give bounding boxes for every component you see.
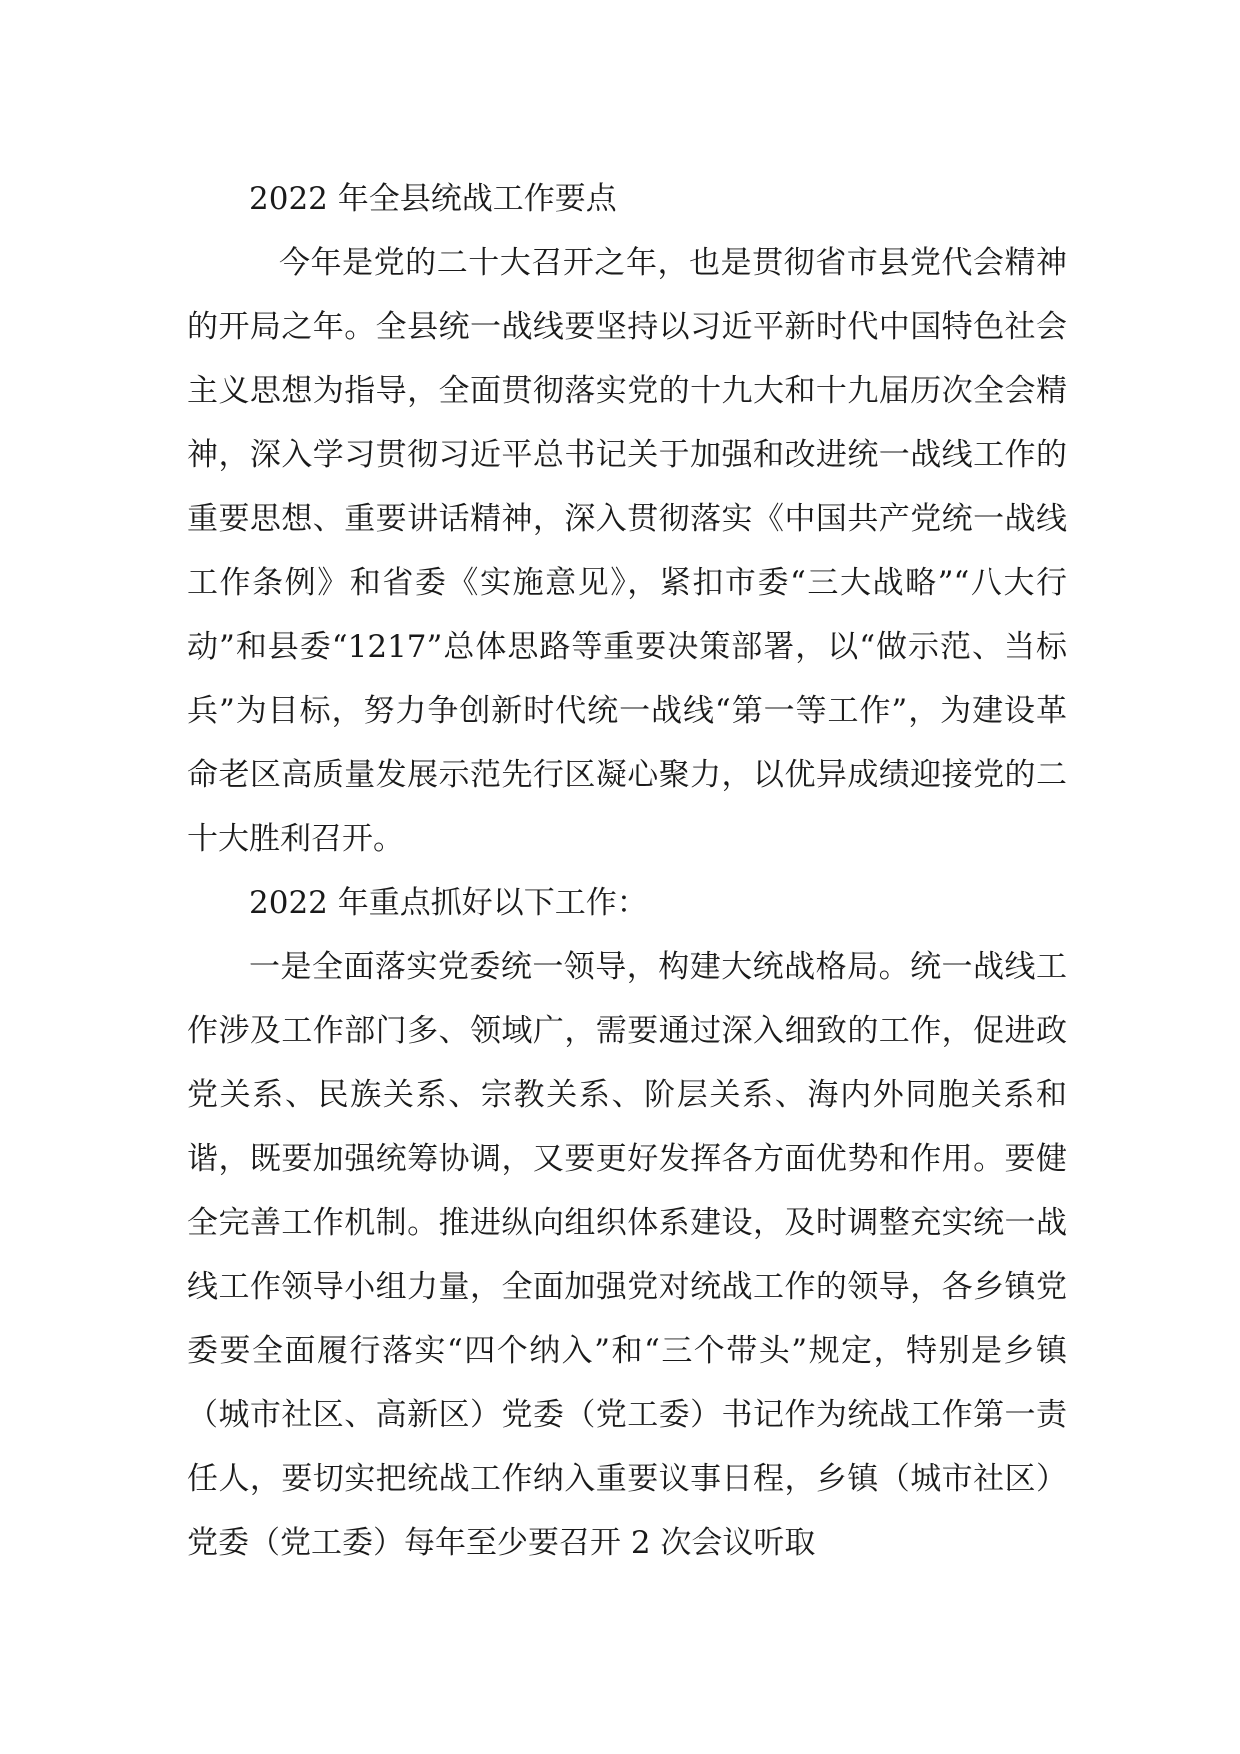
section-heading: 2022 年重点抓好以下工作： <box>249 885 648 921</box>
intro-paragraph: 今年是党的二十大召开之年，也是贯彻省市县党代会精神的开局之年。全县统一战线要坚持以习近平新时代中国特色社会主义思想为指导，全面贯彻落实党的十九大和十九届历次全会精神，深入学习贯彻习近平总书记关于加强和改进统一战线工作的重要思想、重要讲话精神，深入贯彻落实《中国共产党统一战线工作条例》和省委《实施意见》，紧扣市委“三大战略”“八大行动”和县委“1217”总体思路等重要决策部署，以“做示范、当标兵”为目标，努力争创新时代统一战线“第一等工作”，为建设革命老区高质量发展示范先行区凝心聚力，以优异成绩迎接党的二十大胜利召开。 <box>187 245 1067 857</box>
point-one-paragraph: 一是全面落实党委统一领导，构建大统战格局。统一战线工作涉及工作部门多、领域广，需要通过深入细致的工作，促进政党关系、民族关系、宗教关系、阶层关系、海内外同胞关系和谐，既要加强统筹协调，又要更好发挥各方面优势和作用。要健全完善工作机制。推进纵向组织体系建设，及时调整充实统一战线工作领导小组力量，全面加强党对统战工作的领导，各乡镇党委要全面履行落实“四个纳入”和“三个带头”规定，特别是乡镇（城市社区、高新区）党委（党工委）书记作为统战工作第一责任人，要切实把统战工作纳入重要议事日程，乡镇（城市社区）党委（党工委）每年至少要召开 2 次会议听取 <box>187 949 1067 1561</box>
document-title: 2022 年全县统战工作要点 <box>249 181 617 217</box>
document-body <box>187 167 1067 1575</box>
